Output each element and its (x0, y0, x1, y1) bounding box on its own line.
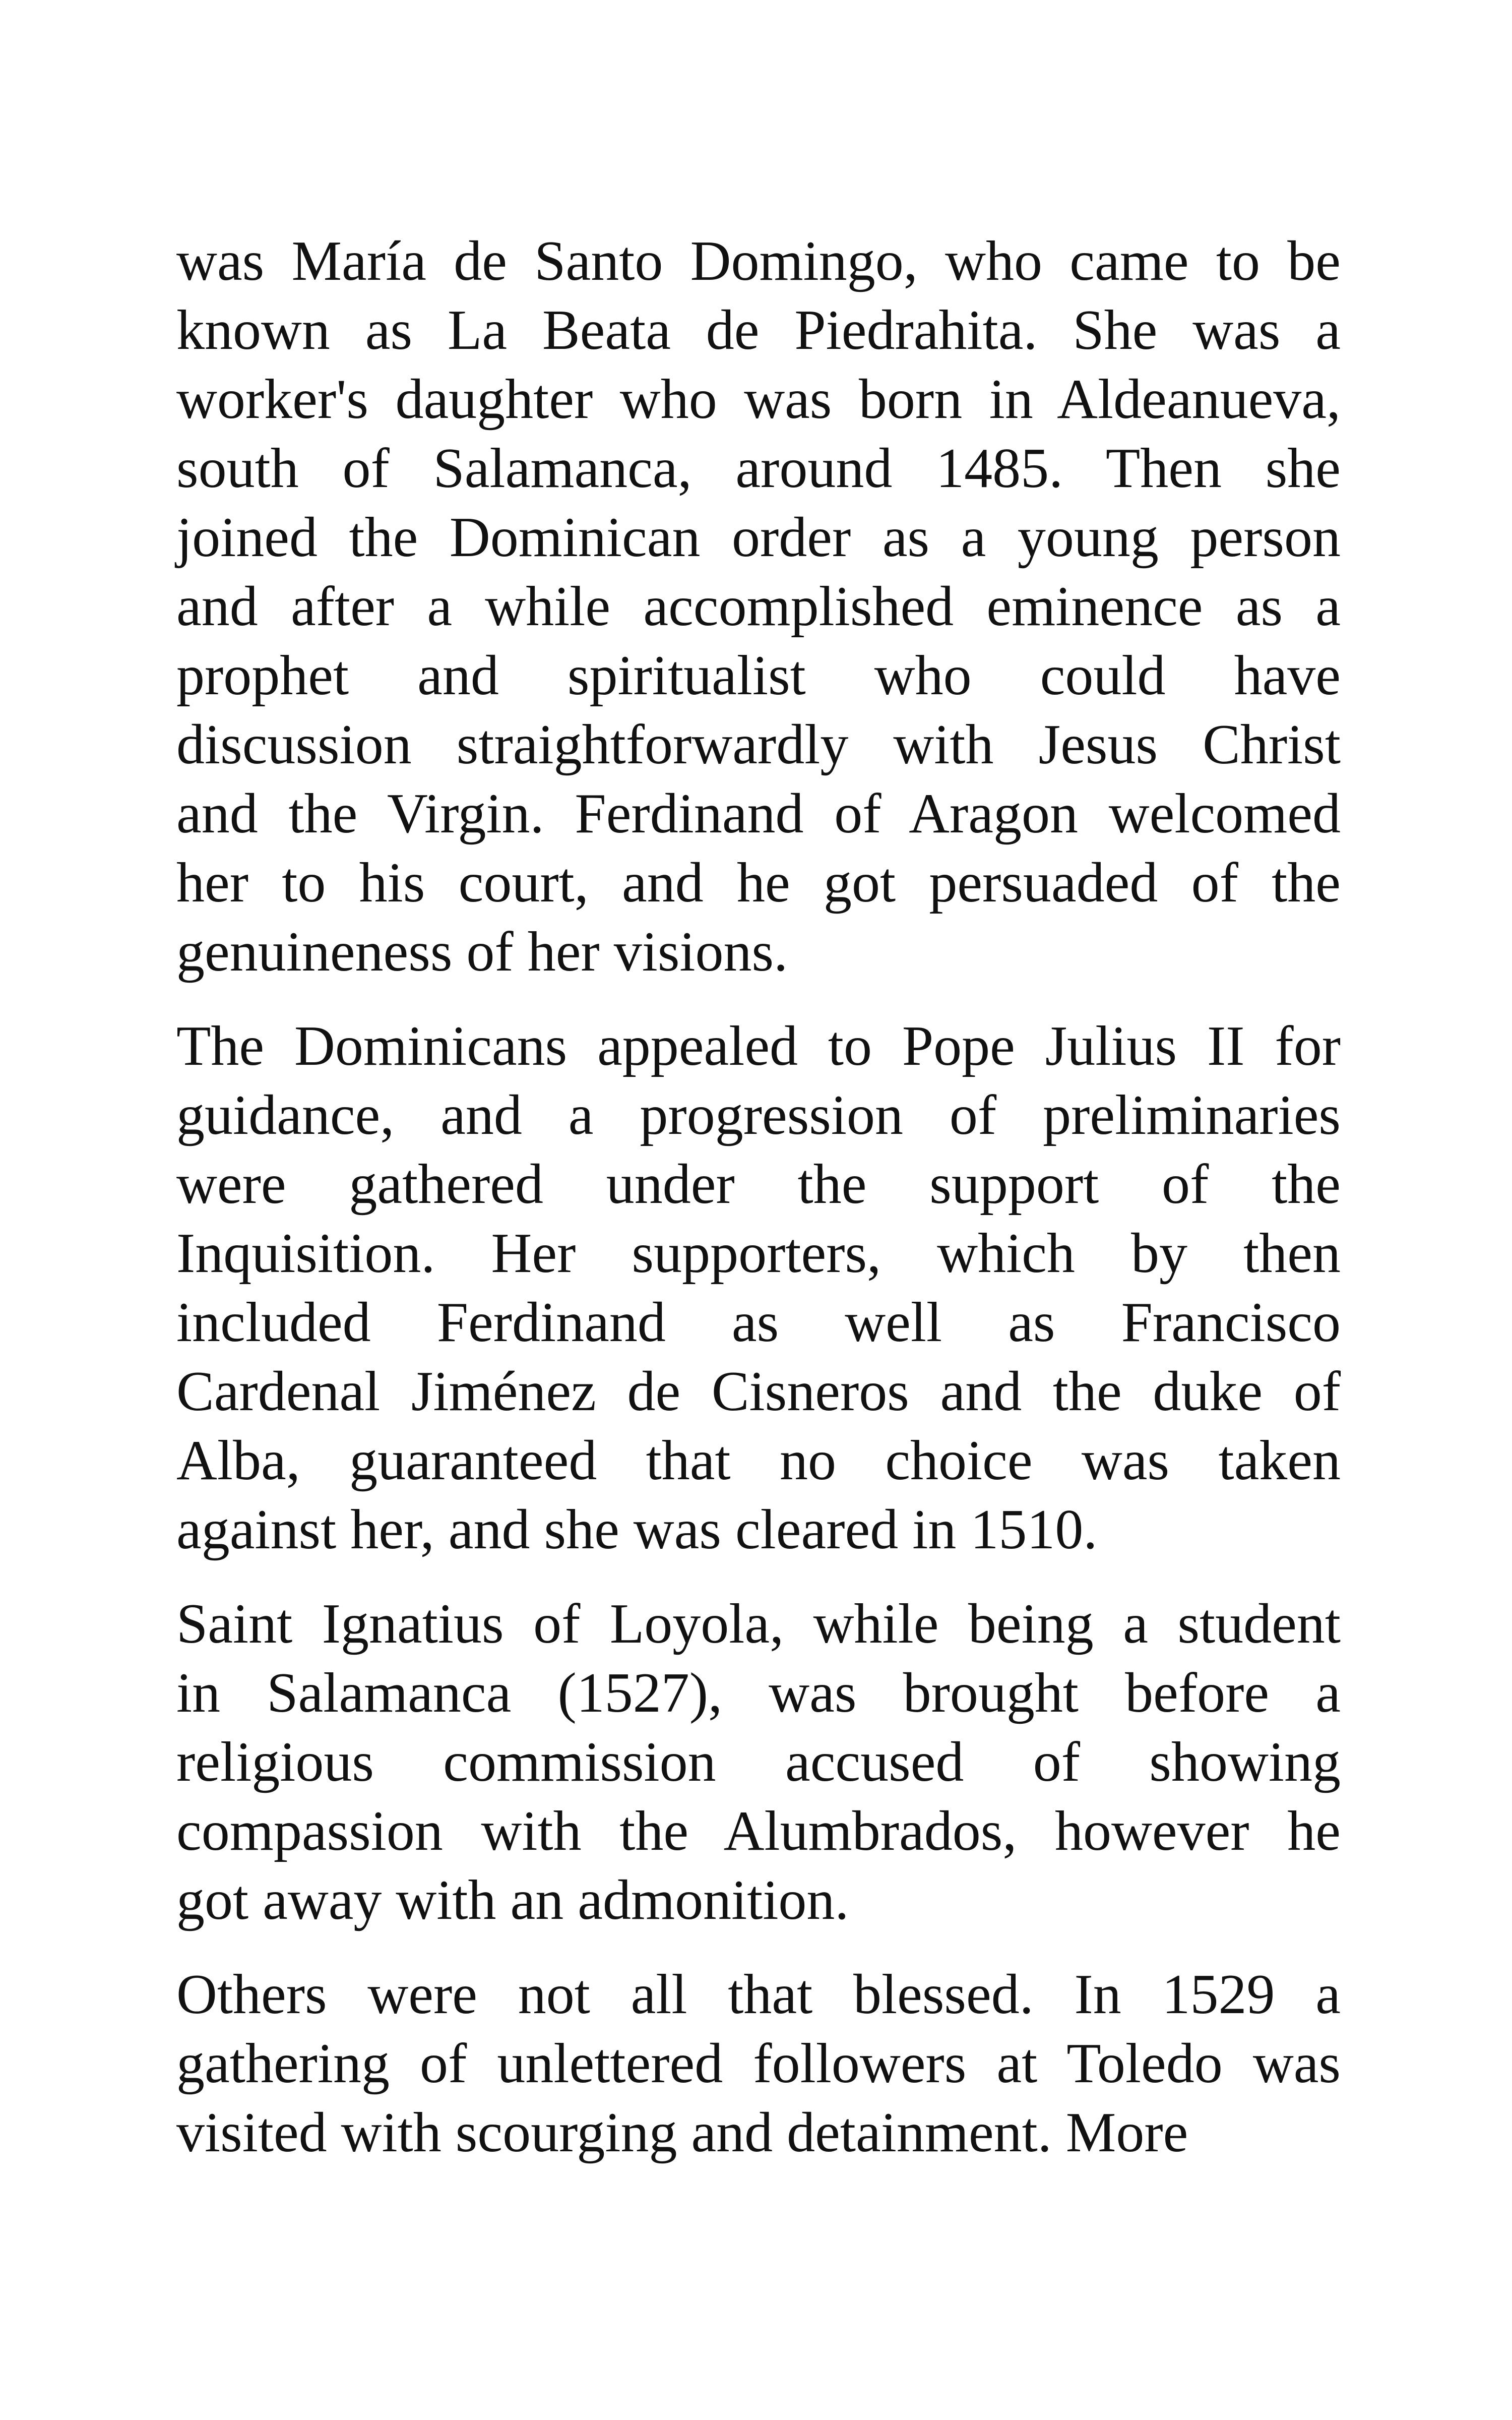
text-line: in Salamanca (1527), was brought before a (176, 1662, 1341, 1724)
text-line: religious commission accused of showing (176, 1731, 1341, 1793)
page-body (176, 227, 1341, 2193)
text-line: gathering of unlettered followers at Toledo was (176, 2032, 1341, 2095)
text-line: were gathered under the support of the (176, 1153, 1341, 1216)
text-line: included Ferdinand as well as Francisco (176, 1291, 1341, 1354)
paragraph-2 (176, 1012, 1341, 1564)
text-line: got away with an admonition. (176, 1869, 849, 1931)
text-line: and the Virgin. Ferdinand of Aragon welcomed (176, 782, 1341, 845)
text-line: was María de Santo Domingo, who came to be (176, 230, 1341, 292)
paragraph-3 (176, 1590, 1341, 1935)
text-line: Inquisition. Her supporters, which by then (176, 1222, 1341, 1285)
paragraph-4 (176, 1960, 1341, 2167)
text-line: her to his court, and he got persuaded of the (176, 852, 1341, 914)
paragraph-1 (176, 227, 1341, 987)
text-line: Alba, guaranteed that no choice was taken (176, 1429, 1341, 1492)
text-line: guidance, and a progression of preliminaries (176, 1084, 1341, 1146)
text-line: against her, and she was cleared in 1510. (176, 1498, 1098, 1561)
text-line: and after a while accomplished eminence as a (176, 575, 1341, 638)
text-line: Others were not all that blessed. In 1529 a (176, 1963, 1341, 2026)
text-line: The Dominicans appealed to Pope Julius II for (176, 1015, 1341, 1077)
text-line: south of Salamanca, around 1485. Then she (176, 437, 1341, 500)
text-line: prophet and spiritualist who could have (176, 644, 1341, 707)
text-line: visited with scourging and detainment. More (176, 2101, 1188, 2164)
text-line: known as La Beata de Piedrahita. She was a (176, 299, 1341, 361)
text-line: Cardenal Jiménez de Cisneros and the duke of (176, 1360, 1341, 1423)
text-line: Saint Ignatius of Loyola, while being a student (176, 1593, 1341, 1655)
text-line: discussion straightforwardly with Jesus Christ (176, 713, 1341, 776)
text-line: compassion with the Alumbrados, however he (176, 1800, 1341, 1862)
text-line: joined the Dominican order as a young person (176, 506, 1341, 569)
text-line: genuineness of her visions. (176, 921, 788, 983)
text-line: worker's daughter who was born in Aldeanueva, (176, 368, 1341, 431)
